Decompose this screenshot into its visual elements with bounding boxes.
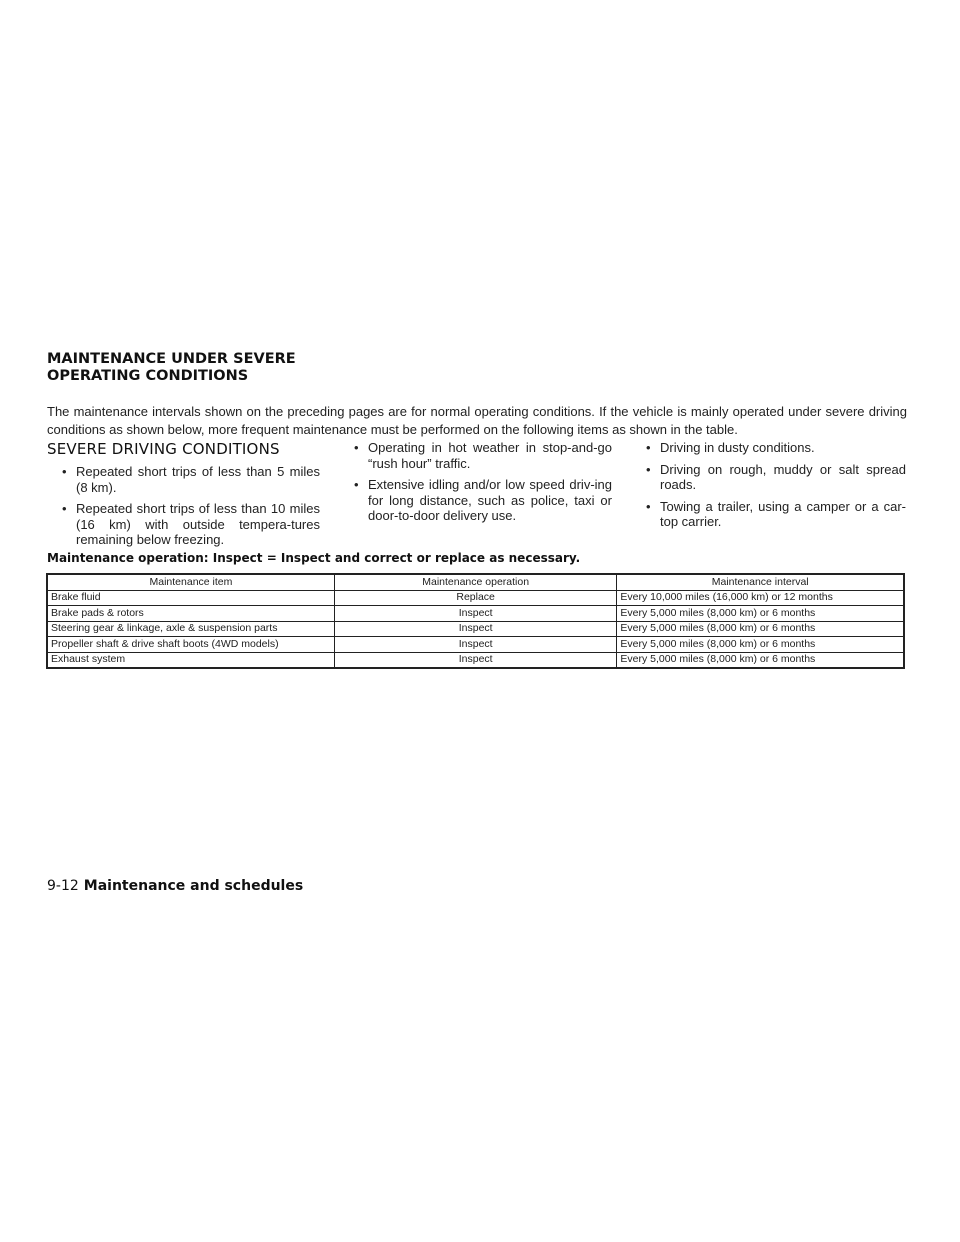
condition-item: • Repeated short trips of less than 5 miles (8 km). bbox=[56, 464, 320, 495]
maintenance-table bbox=[46, 573, 905, 669]
condition-item: • Operating in hot weather in stop-and-go “rush hour” traffic. bbox=[348, 440, 612, 471]
condition-item: • Driving on rough, muddy or salt spread roads. bbox=[640, 462, 906, 493]
conditions-column-3 bbox=[640, 440, 906, 536]
cell-item: Propeller shaft & drive shaft boots (4WD models) bbox=[47, 637, 334, 653]
cell-interval: Every 5,000 miles (8,000 km) or 6 months bbox=[617, 637, 904, 653]
cell-operation: Inspect bbox=[334, 652, 616, 668]
footer-section-name: Maintenance and schedules bbox=[83, 878, 304, 894]
header-maintenance-item: Maintenance item bbox=[47, 574, 334, 590]
condition-item: • Repeated short trips of less than 10 miles (16 km) with outside tempera-tures remaining below freezing. bbox=[56, 501, 320, 548]
cell-operation: Inspect bbox=[334, 621, 616, 637]
page-number: 9-12 bbox=[47, 878, 79, 894]
condition-item: • Towing a trailer, using a camper or a car-top carrier. bbox=[640, 499, 906, 530]
cell-interval: Every 5,000 miles (8,000 km) or 6 months bbox=[617, 606, 904, 622]
header-maintenance-interval: Maintenance interval bbox=[617, 574, 904, 590]
conditions-column-2 bbox=[348, 440, 612, 530]
page-footer bbox=[47, 876, 303, 895]
cell-item: Steering gear & linkage, axle & suspension parts bbox=[47, 621, 334, 637]
cell-interval: Every 5,000 miles (8,000 km) or 6 months bbox=[617, 652, 904, 668]
intro-paragraph: The maintenance intervals shown on the preceding pages are for normal operating conditions. If the vehicle is mainly operated under severe driving conditions as shown below, more frequent maintenance must be performed on the following items as shown in the table. bbox=[47, 404, 907, 437]
header-maintenance-operation: Maintenance operation bbox=[334, 574, 616, 590]
cell-interval: Every 10,000 miles (16,000 km) or 12 months bbox=[617, 590, 904, 606]
conditions-column-1 bbox=[56, 464, 320, 554]
section-title-line-2: OPERATING CONDITIONS bbox=[47, 368, 249, 384]
cell-item: Brake pads & rotors bbox=[47, 606, 334, 622]
table-row bbox=[47, 606, 904, 622]
cell-operation: Inspect bbox=[334, 606, 616, 622]
section-title-line-1: MAINTENANCE UNDER SEVERE bbox=[47, 351, 296, 367]
condition-item: • Driving in dusty conditions. bbox=[640, 440, 906, 456]
table-row bbox=[47, 590, 904, 606]
cell-operation: Inspect bbox=[334, 637, 616, 653]
cell-item: Exhaust system bbox=[47, 652, 334, 668]
condition-item: • Extensive idling and/or low speed driv-ing for long distance, such as police, taxi or door-to-door delivery use. bbox=[348, 477, 612, 524]
table-header-row bbox=[47, 574, 904, 590]
severe-conditions-heading: SEVERE DRIVING CONDITIONS bbox=[47, 440, 280, 458]
section-title bbox=[47, 351, 296, 385]
table-row bbox=[47, 621, 904, 637]
cell-operation: Replace bbox=[334, 590, 616, 606]
table-row bbox=[47, 652, 904, 668]
cell-item: Brake fluid bbox=[47, 590, 334, 606]
cell-interval: Every 5,000 miles (8,000 km) or 6 months bbox=[617, 621, 904, 637]
table-row bbox=[47, 637, 904, 653]
operation-note: Maintenance operation: Inspect = Inspect and correct or replace as necessary. bbox=[47, 551, 581, 565]
